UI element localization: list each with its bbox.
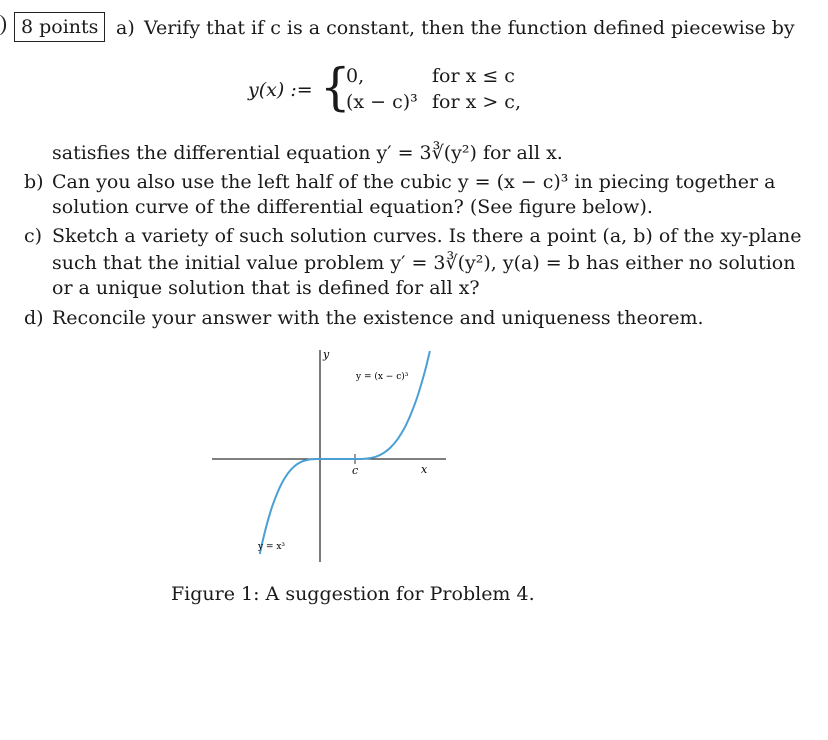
part-d-label: d) (24, 307, 44, 329)
part-c-line2: such that the initial value problem y′ = 3∛(y²), y(a) = b has either no solution (52, 252, 796, 274)
points-badge: 8 points (14, 12, 105, 42)
part-b-label: b) (24, 171, 44, 193)
c-tick-label: c (352, 464, 359, 477)
x-axis-label: x (421, 463, 428, 476)
case1-condition: for x ≤ c (432, 65, 515, 87)
part-b-line2: solution curve of the differential equation? (See figure below). (52, 196, 653, 218)
part-a-label: a) (116, 17, 135, 39)
curve-y-equals-x-cubed (260, 459, 320, 554)
part-a-continuation: satisfies the differential equation y′ = 3∛(y²) for all x. (52, 142, 563, 164)
part-d-text: Reconcile your answer with the existence and uniqueness theorem. (52, 307, 704, 329)
part-c-label: c) (24, 225, 43, 247)
cases-brace: { (320, 57, 351, 117)
curve-right-label: y = (x − c)³ (356, 372, 409, 382)
case2-value: (x − c)³ (346, 91, 418, 113)
case1-value: 0, (346, 65, 365, 87)
curve-left-label: y = x³ (258, 542, 286, 552)
figure-caption: Figure 1: A suggestion for Problem 4. (171, 583, 535, 605)
part-b-line1: Can you also use the left half of the cubic y = (x − c)³ in piecing together a (52, 171, 776, 193)
part-c-line3: or a unique solution that is defined for all x? (52, 277, 480, 299)
part-a-text: Verify that if c is a constant, then the function defined piecewise by (144, 17, 795, 39)
part-c-line1: Sketch a variety of such solution curves. Is there a point (a, b) of the xy-plane (52, 225, 802, 247)
case2-condition: for x > c, (432, 91, 521, 113)
y-axis-label: y (323, 348, 330, 361)
curve-y-equals-x-minus-c-cubed (355, 351, 430, 459)
equation-lhs: y(x) := (248, 79, 313, 101)
